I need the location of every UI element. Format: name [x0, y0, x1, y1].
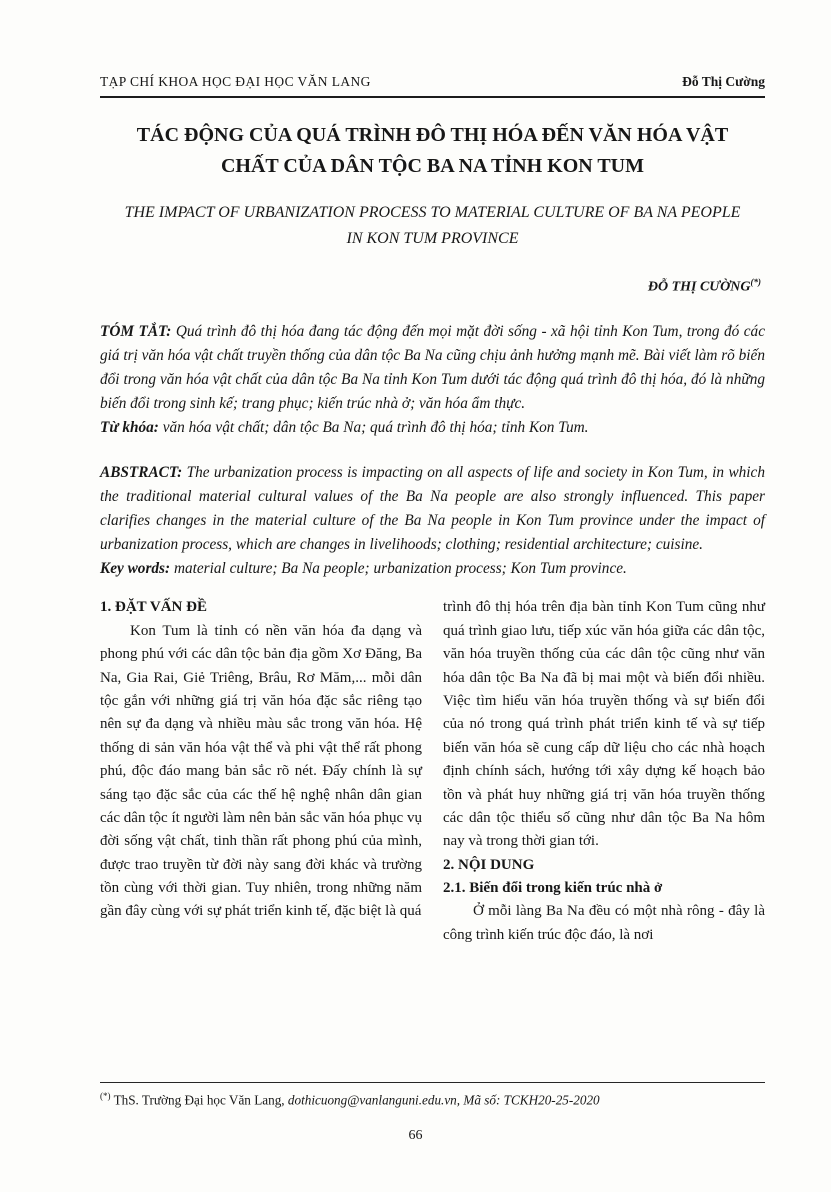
- keywords-vi: [100, 416, 765, 440]
- left-column: [100, 596, 422, 947]
- running-head-author: Đỗ Thị Cường: [682, 74, 765, 89]
- section-2-1-paragraph: Ở mỗi làng Ba Na đều có một nhà rông - đây là công trình kiến trúc độc đáo, là nơi: [443, 903, 765, 943]
- section-2-heading: 2. NỘI DUNG: [443, 856, 535, 873]
- page-number: 66: [408, 1128, 423, 1143]
- article-title-vi: TÁC ĐỘNG CỦA QUÁ TRÌNH ĐÔ THỊ HÓA ĐẾN VĂN HÓA VẬT CHẤT CỦA DÂN TỘC BA NA TỈNH KON TUM: [136, 124, 729, 177]
- footnote-separator: [100, 1082, 765, 1083]
- right-column: [443, 596, 765, 947]
- author-footnote-mark: (*): [750, 277, 761, 288]
- abstract-vi-text: Quá trình đô thị hóa đang tác động đến mọi mặt đời sống - xã hội tỉnh Kon Tum, trong đó các giá trị văn hóa vật chất truyền thống của dân tộc Ba Na cũng chịu ảnh hưởng mạnh mẽ. Bài viết làm rõ biến đổi trong văn hóa vật chất của dân tộc Ba Na tỉnh Kon Tum dưới tác động quá trình đô thị hóa, đó là những biến đổi trong sinh kế; trang phục; kiến trúc nhà ở; văn hóa ẩm thực.: [100, 322, 765, 413]
- footnote: [100, 1090, 765, 1110]
- keywords-vi-label: Từ khóa:: [100, 419, 159, 437]
- page-header: [100, 74, 765, 98]
- keywords-en-text: material culture; Ba Na people; urbanization process; Kon Tum province.: [173, 560, 627, 578]
- abstract-vi: [100, 320, 765, 417]
- body-columns: [100, 596, 765, 947]
- section-1-paragraph-continued: trình đô thị hóa trên địa bàn tỉnh Kon Tum cũng như quá trình giao lưu, tiếp xúc văn hóa giữa các dân tộc, văn hóa truyền thống của các dân tộc cũng như văn hóa dân tộc Ba Na đã bị mai một và biến đổi nhiều. Việc tìm hiểu văn hóa truyền thống và sự biến đổi của nó trong quá trình phát triển kinh tế và sự tiếp biến văn hóa sẽ cung cấp dữ liệu cho các nhà hoạch định chính sách, hướng tới xây dựng kế hoạch bảo tồn và phát huy những giá trị văn hóa truyền thống các dân tộc thiểu số cũng như dân tộc Ba Na hôm nay và trong thời gian tới.: [443, 599, 765, 850]
- footnote-contact: dothicuong@vanlanguni.edu.vn, Mã số: TCKH20-25-2020: [287, 1092, 600, 1108]
- footnote-affiliation: ThS. Trường Đại học Văn Lang,: [113, 1092, 285, 1108]
- abstract-en-text: The urbanization process is impacting on all aspects of life and society in Kon Tum, in which the traditional material cultural values of the Ba Na people are also strongly influenced. This paper clarifies changes in the material culture of the Ba Na people in Kon Tum province under the impact of urbanization process, which are changes in livelihoods; clothing; residential architecture; cuisine.: [100, 463, 765, 554]
- abstract-en-label: ABSTRACT:: [100, 463, 183, 481]
- abstract-en: [100, 461, 765, 558]
- article-title-en: THE IMPACT OF URBANIZATION PROCESS TO MATERIAL CULTURE OF BA NA PEOPLE IN KON TUM PROVINCE: [124, 204, 741, 247]
- journal-name: TẠP CHÍ KHOA HỌC ĐẠI HỌC VĂN LANG: [100, 74, 371, 89]
- keywords-en: [100, 557, 765, 581]
- section-1-heading: 1. ĐẶT VẤN ĐỀ: [100, 599, 207, 616]
- section-2-1-heading: 2.1. Biến đổi trong kiến trúc nhà ở: [443, 880, 663, 897]
- author-name: ĐỖ THỊ CƯỜNG: [647, 279, 751, 295]
- footnote-mark: (*): [100, 1091, 111, 1101]
- keywords-en-label: Key words:: [100, 560, 171, 578]
- abstract-vi-label: TÓM TẮT:: [100, 322, 172, 340]
- author-byline: [100, 277, 765, 296]
- keywords-vi-text: văn hóa vật chất; dân tộc Ba Na; quá trình đô thị hóa; tỉnh Kon Tum.: [162, 419, 589, 437]
- section-1-paragraph: Kon Tum là tỉnh có nền văn hóa đa dạng và phong phú với các dân tộc bản địa gồm Xơ Đăng, Ba Na, Gia Rai, Giẻ Triêng, Brâu, Rơ Măm,... mỗi dân tộc gắn với những giá trị văn hóa đặc sắc riêng tạo nên sự đa dạng và nhiều màu sắc trong văn hóa. Hệ thống di sản văn hóa vật thể và phi vật thể rất phong phú, độc đáo mang bản sắc rõ nét. Đấy chính là sự sáng tạo đặc sắc của các thế hệ nghệ nhân dân gian các dân tộc ít người làm nên bản sắc văn hóa phục vụ đời sống vật chất, tinh thần rất phong phú của mình, được trao truyền từ đời này sang đời khác và trường tồn cùng với thời gian. Tuy nhiên, trong những năm gần đây cùng với sự phát triển kinh tế, đặc biệt là quá: [100, 622, 422, 920]
